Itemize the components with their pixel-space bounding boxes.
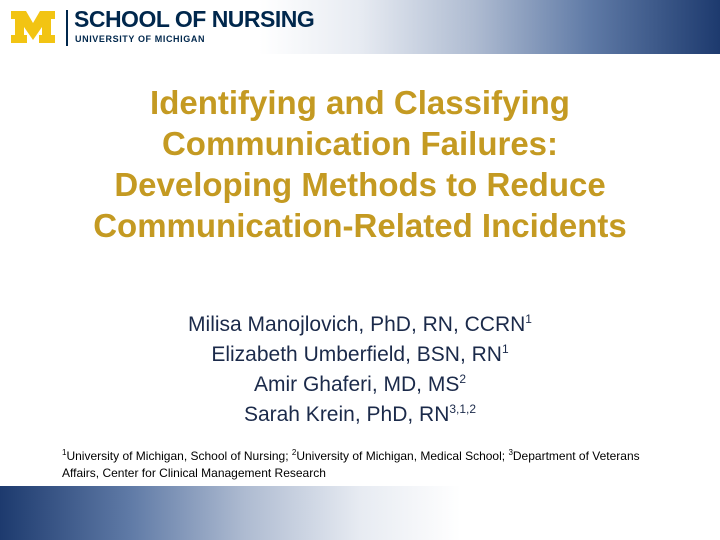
logo-divider [66, 10, 68, 46]
author [60, 370, 660, 400]
footer-band [0, 486, 720, 540]
affiliation-mark: 1 [62, 448, 67, 457]
author-affiliation-mark: 1 [501, 342, 509, 356]
affiliation-mark: 2 [291, 448, 297, 457]
slide-title [40, 82, 680, 246]
block-m-icon [10, 10, 56, 44]
affiliation-text: University of Michigan, School of Nursing; [66, 449, 292, 463]
author-name: Elizabeth Umberfield, BSN, RN [211, 343, 502, 366]
author-affiliation-mark: 1 [525, 312, 532, 326]
title-line: Communication Failures: [161, 125, 559, 162]
title-line: Identifying and Classifying [150, 84, 570, 121]
author-name: Amir Ghaferi, MD, MS [253, 373, 460, 396]
author [60, 400, 660, 430]
author-name: Sarah Krein, PhD, RN [243, 403, 450, 426]
affiliations [62, 448, 672, 482]
title-line: Developing Methods to Reduce [114, 166, 606, 203]
author [60, 310, 660, 340]
author-name: Milisa Manojlovich, PhD, RN, CCRN [188, 313, 526, 336]
title-line: Communication-Related Incidents [93, 207, 627, 244]
author-list [60, 310, 660, 430]
logo-school-name: SCHOOL OF NURSING [74, 6, 315, 32]
author [60, 340, 660, 370]
author-affiliation-mark: 2 [459, 372, 467, 386]
logo-university-name: UNIVERSITY OF MICHIGAN [75, 34, 206, 44]
affiliation-text: University of Michigan, Medical School; [296, 449, 509, 463]
affiliation-mark: 3 [508, 448, 513, 457]
affiliation-text: Department of Veterans Affairs, Center for Clinical Management Research [62, 449, 640, 480]
author-affiliation-mark: 3,1,2 [449, 402, 477, 416]
